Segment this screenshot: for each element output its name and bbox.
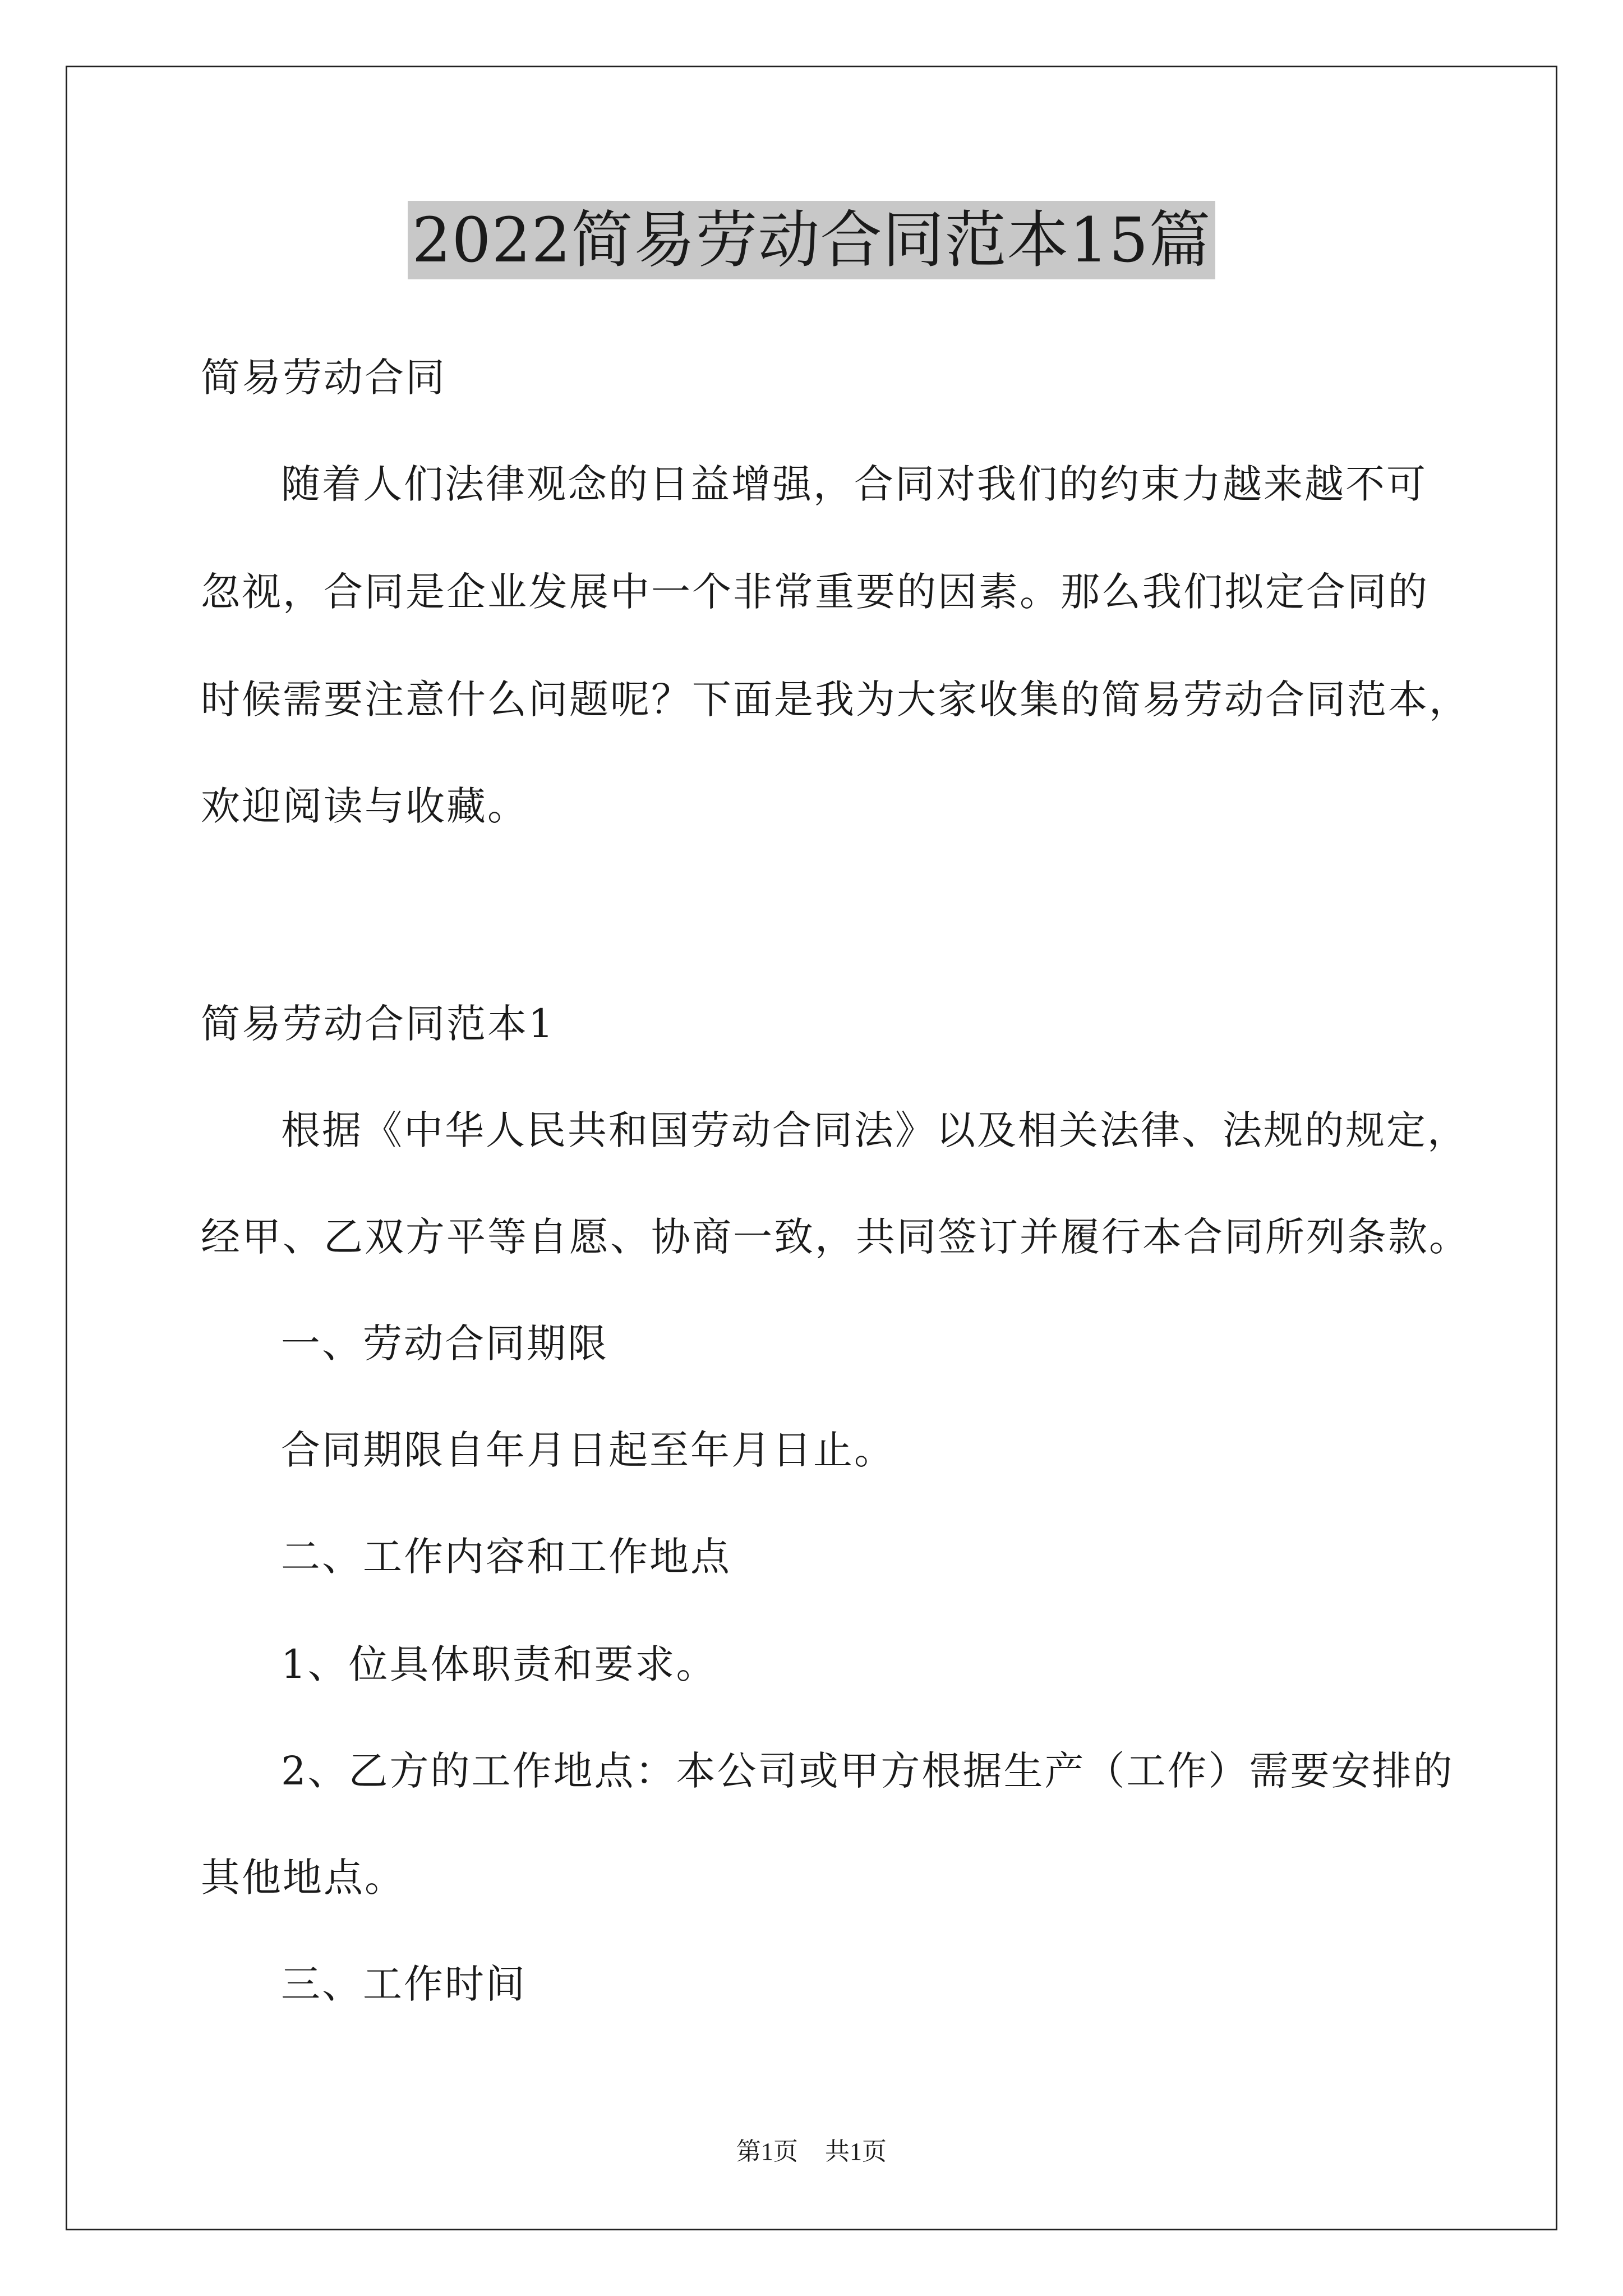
paragraph-line: 2、乙方的工作地点：本公司或甲方根据生产（工作）需要安排的 bbox=[281, 1748, 1454, 1794]
paragraph-line: 忽视，合同是企业发展中一个非常重要的因素。那么我们拟定合同的 bbox=[201, 569, 1429, 615]
section-heading: 简易劳动合同范本1 bbox=[201, 1001, 555, 1047]
page-total: 共1页 bbox=[825, 2138, 887, 2165]
paragraph-line: 根据《中华人民共和国劳动合同法》以及相关法律、法规的规定， bbox=[281, 1107, 1468, 1153]
section-heading: 简易劳动合同 bbox=[201, 355, 446, 401]
paragraph-line: 合同期限自年月日起至年月日止。 bbox=[281, 1427, 895, 1473]
document-title: 2022简易劳动合同范本15篇 bbox=[408, 201, 1216, 279]
paragraph-line: 其他地点。 bbox=[201, 1855, 405, 1901]
page-number: 第1页 bbox=[736, 2138, 798, 2165]
paragraph-line: 时候需要注意什么问题呢？下面是我为大家收集的简易劳动合同范本， bbox=[201, 677, 1470, 723]
paragraph-line: 随着人们法律观念的日益增强，合同对我们的约束力越来越不可 bbox=[281, 461, 1427, 507]
paragraph-line: 经甲、乙双方平等自愿、协商一致，共同签订并履行本合同所列条款。 bbox=[201, 1214, 1470, 1260]
clause-heading: 二、工作内容和工作地点 bbox=[281, 1534, 731, 1580]
paragraph-line: 欢迎阅读与收藏。 bbox=[201, 783, 528, 829]
clause-heading: 三、工作时间 bbox=[281, 1961, 527, 2007]
clause-heading: 一、劳动合同期限 bbox=[281, 1320, 608, 1366]
title-container bbox=[0, 201, 1623, 279]
paragraph-line: 1、位具体职责和要求。 bbox=[281, 1641, 717, 1687]
page-footer bbox=[0, 2136, 1623, 2168]
